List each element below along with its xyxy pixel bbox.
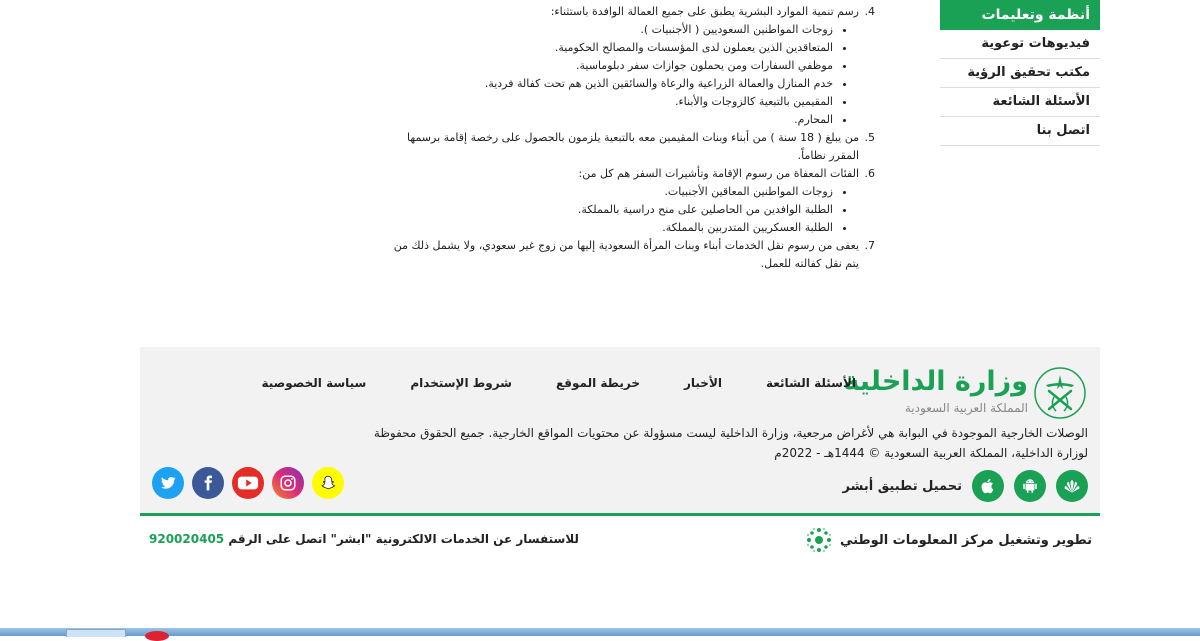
site-footer (140, 347, 1100, 516)
logo-title: وزارة الداخلية (843, 366, 1028, 397)
article-content (380, 3, 875, 273)
apple-icon[interactable] (972, 470, 1004, 502)
footer-link-news[interactable]: الأخبار (683, 376, 722, 390)
sidebar-nav (940, 0, 1100, 146)
list-item-5: 5. من يبلغ ( 18 سنة ) من أبناء وبنات المقيمين معه بالتبعية يلزمون بالحصول على رخصة إقامة برسمها المقرر نظاماً. (380, 129, 861, 165)
twitter-icon[interactable] (152, 467, 184, 499)
sidebar-item-awareness-videos[interactable]: فيديوهات توعوية (940, 30, 1100, 59)
sidebar-title[interactable]: أنظمة وتعليمات (940, 0, 1100, 30)
footer-nav (262, 376, 857, 390)
regulations-list (380, 3, 875, 273)
sidebar-item-faq[interactable]: الأسئلة الشائعة (940, 88, 1100, 117)
exempt-categories-sublist (380, 183, 859, 237)
list-item: • المتعاقدين الذين يعملون لدى المؤسسات والمصالح الحكومية. (380, 39, 833, 57)
sidebar-item-contact[interactable]: اتصل بنا (940, 117, 1100, 146)
os-taskbar (0, 628, 1200, 636)
list-item-6 (380, 165, 861, 237)
developer-text: تطوير وتشغيل مركز المعلومات الوطني (839, 532, 1092, 548)
nic-logo-icon (804, 525, 834, 555)
social-links (152, 467, 344, 499)
instagram-icon[interactable] (272, 467, 304, 499)
footer-link-privacy[interactable]: سياسة الخصوصية (261, 376, 367, 390)
contact-text: للاستفسار عن الخدمات الالكترونية "ابشر" اتصل على الرقم (228, 532, 579, 546)
app-download-row (837, 469, 1088, 503)
facebook-icon[interactable] (192, 467, 224, 499)
app-download-label: تحميل تطبيق أبشر (842, 478, 962, 494)
list-item: • المحارم. (380, 111, 833, 129)
taskbar-browser-icon[interactable] (145, 631, 169, 641)
developer-credit (804, 525, 1092, 555)
contact-phone-number[interactable]: 920020405 (149, 532, 225, 546)
sidebar-item-vision-office[interactable]: مكتب تحقيق الرؤية (940, 59, 1100, 88)
list-item: • زوجات المواطنين السعوديين ( الأجنبيات ). (380, 21, 833, 39)
footer-link-faq[interactable]: الأسئلة الشائعة (766, 376, 856, 390)
android-icon[interactable] (1014, 470, 1046, 502)
ministry-logo[interactable] (843, 365, 1086, 423)
list-item-7: 7. يعفى من رسوم نقل الخدمات أبناء وبنات المرأة السعودية إليها من زوج غير سعودي، ولا يشمل ذلك من يتم نقل كفالته للعمل. (380, 237, 861, 273)
logo-subtitle: المملكة العربية السعودية (904, 401, 1028, 415)
youtube-icon[interactable] (232, 467, 264, 499)
list-item: • خدم المنازل والعمالة الزراعية والرعاة والسائقين الذين هم تحت كفالة فردية. (380, 75, 833, 93)
footer-link-terms[interactable]: شروط الإستخدام (410, 376, 512, 390)
list-item: • زوجات المواطنين المعاقين الأجنبيات. (380, 183, 833, 201)
footer-link-sitemap[interactable]: خريطة الموقع (555, 376, 640, 390)
list-item-4 (380, 3, 861, 129)
saudi-emblem-icon (1034, 367, 1086, 419)
contact-info (149, 532, 579, 546)
exemptions-sublist (380, 21, 859, 129)
huawei-icon[interactable] (1056, 470, 1088, 502)
list-item: • الطلبة الوافدين من الحاصلين على منح دراسية بالمملكة. (380, 201, 833, 219)
list-item: • موظفي السفارات ومن يحملون جوازات سفر دبلوماسية. (380, 57, 833, 75)
item-text: رسم تنمية الموارد البشرية يطبق على جميع العمالة الوافدة باستثناء: (550, 5, 859, 18)
list-item: • المقيمين بالتبعية كالزوجات والأبناء. (380, 93, 833, 111)
bottom-info-bar (140, 519, 1100, 563)
footer-disclaimer: الوصلات الخارجية الموجودة في البوابة هي لأغراض مرجعية، وزارة الداخلية ليست مسؤولة عن محتويات المواقع الخارجية. جميع الحقوق محفوظة لوزارة الداخلية، المملكة العربية السعودية © 1444هـ - 2022م (373, 426, 1088, 460)
snapchat-icon[interactable] (312, 467, 344, 499)
item-text: الفئات المعفاة من رسوم الإقامة وتأشيرات السفر هم كل من: (578, 167, 859, 180)
list-item: • الطلبة العسكريين المتدربين بالمملكة. (380, 219, 833, 237)
